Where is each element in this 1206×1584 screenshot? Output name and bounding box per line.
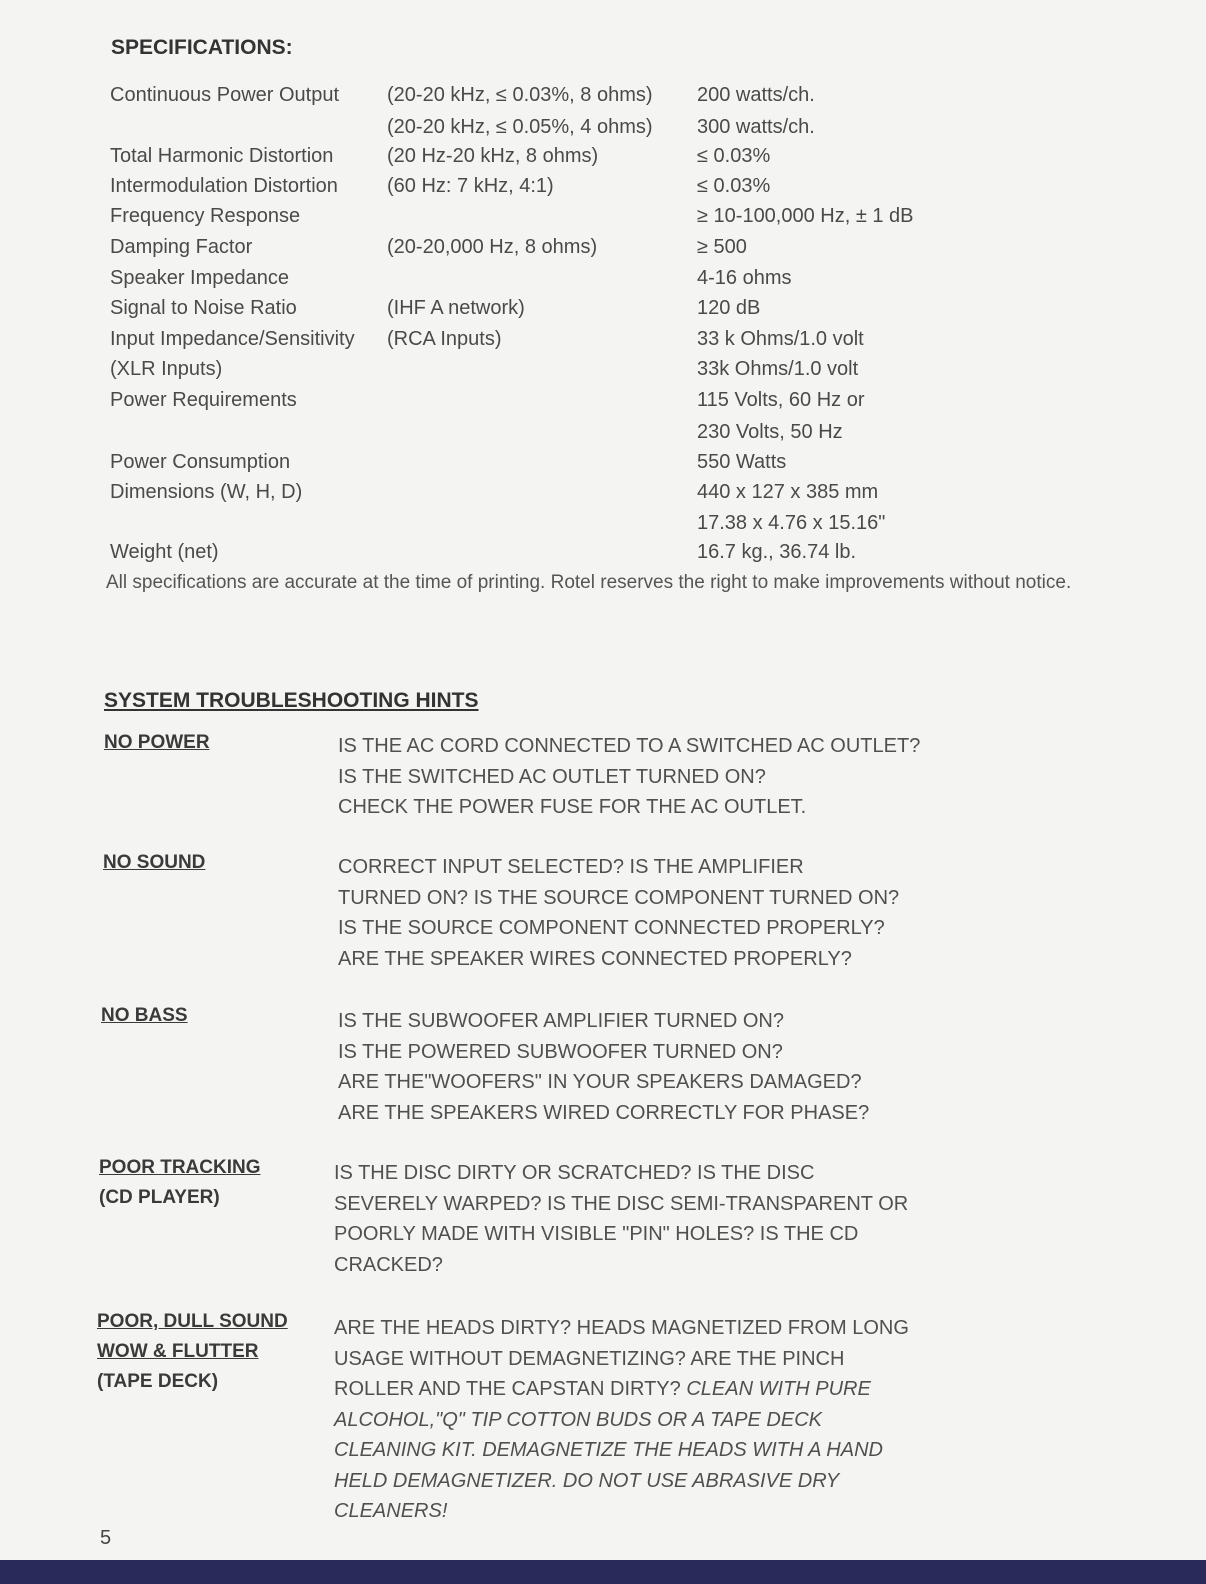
bottom-edge-band	[0, 1560, 1206, 1584]
hint-line: CHECK THE POWER FUSE FOR THE AC OUTLET.	[338, 796, 807, 818]
hint-line: IS THE SOURCE COMPONENT CONNECTED PROPERLY?	[338, 917, 885, 939]
hint-line: IS THE SUBWOOFER AMPLIFIER TURNED ON?	[338, 1010, 784, 1032]
hint-line: IS THE SWITCHED AC OUTLET TURNED ON?	[338, 765, 766, 788]
spec-value: 230 Volts, 50 Hz	[697, 421, 843, 443]
spec-value: 33k Ohms/1.0 volt	[697, 358, 859, 380]
spec-row	[0, 293, 1206, 323]
spec-label: (XLR Inputs)	[110, 358, 223, 380]
spec-label: Total Harmonic Distortion	[110, 145, 334, 167]
hint-label-text: NO SOUND	[103, 852, 206, 873]
page-number: 5	[100, 1527, 112, 1549]
spec-label: Speaker Impedance	[110, 267, 290, 289]
specifications-note: All specifications are accurate at the time of printing. Rotel reserves the right to make improvements without notice.	[106, 572, 1072, 593]
spec-row	[0, 385, 1206, 415]
hint-text-poor-dull-sound	[334, 1313, 909, 1527]
spec-value: 4-16 ohms	[697, 267, 792, 289]
hint-line: ARE THE SPEAKERS WIRED CORRECTLY FOR PHASE?	[338, 1101, 870, 1124]
hint-line-italic: CLEANERS!	[334, 1500, 448, 1522]
spec-value: 550 Watts	[697, 451, 787, 473]
spec-value: 440 x 127 x 385 mm	[697, 481, 879, 503]
hint-line: SEVERELY WARPED? IS THE DISC SEMI-TRANSPARENT OR	[334, 1192, 909, 1215]
spec-label: Intermodulation Distortion	[110, 175, 338, 197]
hint-text-no-bass	[338, 1006, 869, 1128]
spec-condition: (RCA Inputs)	[387, 328, 502, 350]
hint-line-italic: ALCOHOL,"Q" TIP COTTON BUDS OR A TAPE DECK	[334, 1408, 822, 1431]
hint-sublabel: (CD PLAYER)	[99, 1187, 220, 1208]
hint-text-no-sound	[338, 852, 899, 974]
spec-row	[0, 447, 1206, 477]
spec-row	[0, 112, 1206, 142]
hint-line-italic: HELD DEMAGNETIZER. DO NOT USE ABRASIVE DRY	[334, 1469, 840, 1492]
spec-condition: (20-20 kHz, ≤ 0.03%, 8 ohms)	[387, 84, 653, 106]
hint-text-no-power	[338, 731, 920, 823]
hint-label-text: POOR, DULL SOUND	[97, 1311, 288, 1332]
spec-value: ≥ 10-100,000 Hz, ± 1 dB	[697, 205, 914, 227]
hint-label-text: NO BASS	[101, 1005, 188, 1026]
spec-label: Power Consumption	[110, 451, 291, 473]
hint-line: ARE THE HEADS DIRTY? HEADS MAGNETIZED FROM LONG	[334, 1317, 909, 1339]
hint-label-poor-dull-sound	[97, 1307, 288, 1397]
spec-row	[0, 263, 1206, 293]
hint-sublabel: (TAPE DECK)	[97, 1371, 219, 1392]
spec-value: ≥ 500	[697, 236, 747, 258]
spec-row	[0, 171, 1206, 201]
hint-label-poor-tracking	[99, 1153, 261, 1213]
hint-line-regular: ROLLER AND THE CAPSTAN DIRTY?	[334, 1378, 687, 1400]
spec-condition: (60 Hz: 7 kHz, 4:1)	[387, 175, 554, 197]
spec-value: 200 watts/ch.	[697, 84, 815, 106]
hint-text-poor-tracking	[334, 1158, 908, 1280]
spec-label: Signal to Noise Ratio	[110, 297, 297, 319]
hint-line: CRACKED?	[334, 1253, 443, 1276]
hint-line: ARE THE"WOOFERS" IN YOUR SPEAKERS DAMAGED?	[338, 1071, 862, 1093]
hint-label-text: POOR TRACKING	[99, 1157, 261, 1178]
hint-line: CORRECT INPUT SELECTED? IS THE AMPLIFIER	[338, 856, 804, 878]
spec-row	[0, 201, 1206, 231]
spec-value: 16.7 kg., 36.74 lb.	[697, 541, 857, 563]
spec-row	[0, 537, 1206, 567]
spec-condition: (IHF A network)	[387, 297, 525, 319]
spec-value: 120 dB	[697, 297, 761, 319]
spec-row	[0, 417, 1206, 447]
specifications-title: SPECIFICATIONS:	[111, 36, 293, 59]
hint-line: TURNED ON? IS THE SOURCE COMPONENT TURNED ON?	[338, 886, 900, 909]
hint-label-no-bass	[101, 1001, 188, 1031]
spec-value: 115 Volts, 60 Hz or	[697, 389, 865, 411]
spec-value: ≤ 0.03%	[697, 145, 771, 167]
hint-line: USAGE WITHOUT DEMAGNETIZING? ARE THE PINCH	[334, 1347, 845, 1370]
spec-label: Continuous Power Output	[110, 84, 340, 106]
spec-row	[0, 508, 1206, 538]
spec-value: 17.38 x 4.76 x 15.16"	[697, 512, 886, 534]
hint-label-text: NO POWER	[104, 732, 210, 753]
spec-condition: (20-20,000 Hz, 8 ohms)	[387, 236, 598, 258]
hint-line: IS THE DISC DIRTY OR SCRATCHED? IS THE DISC	[334, 1162, 815, 1184]
spec-row	[0, 141, 1206, 171]
spec-row	[0, 477, 1206, 507]
hint-line-italic: CLEANING KIT. DEMAGNETIZE THE HEADS WITH A HAND	[334, 1439, 883, 1461]
spec-row	[0, 354, 1206, 384]
spec-row	[0, 232, 1206, 262]
hint-label-no-sound	[103, 848, 205, 878]
spec-label: Weight (net)	[110, 541, 219, 563]
troubleshooting-title: SYSTEM TROUBLESHOOTING HINTS	[104, 689, 479, 712]
spec-condition: (20 Hz-20 kHz, 8 ohms)	[387, 145, 599, 167]
spec-condition: (20-20 kHz, ≤ 0.05%, 4 ohms)	[387, 116, 653, 138]
hint-line: ARE THE SPEAKER WIRES CONNECTED PROPERLY?	[338, 947, 852, 970]
spec-label: Input Impedance/Sensitivity	[110, 328, 355, 350]
spec-label: Frequency Response	[110, 205, 301, 227]
hint-line: POORLY MADE WITH VISIBLE "PIN" HOLES? IS THE CD	[334, 1223, 859, 1245]
hint-line: IS THE AC CORD CONNECTED TO A SWITCHED AC OUTLET?	[338, 735, 921, 757]
hint-line: IS THE POWERED SUBWOOFER TURNED ON?	[338, 1040, 783, 1063]
spec-value: 33 k Ohms/1.0 volt	[697, 328, 864, 350]
spec-label: Power Requirements	[110, 389, 297, 411]
hint-label-no-power	[104, 728, 210, 758]
spec-row	[0, 80, 1206, 110]
spec-value: ≤ 0.03%	[697, 175, 771, 197]
hint-label-text-2: WOW & FLUTTER	[97, 1341, 259, 1362]
spec-label: Damping Factor	[110, 236, 253, 258]
spec-value: 300 watts/ch.	[697, 116, 815, 138]
spec-row	[0, 324, 1206, 354]
hint-line-italic: CLEAN WITH PURE	[686, 1378, 871, 1400]
spec-label: Dimensions (W, H, D)	[110, 481, 303, 503]
hint-line-mixed	[334, 1374, 909, 1405]
